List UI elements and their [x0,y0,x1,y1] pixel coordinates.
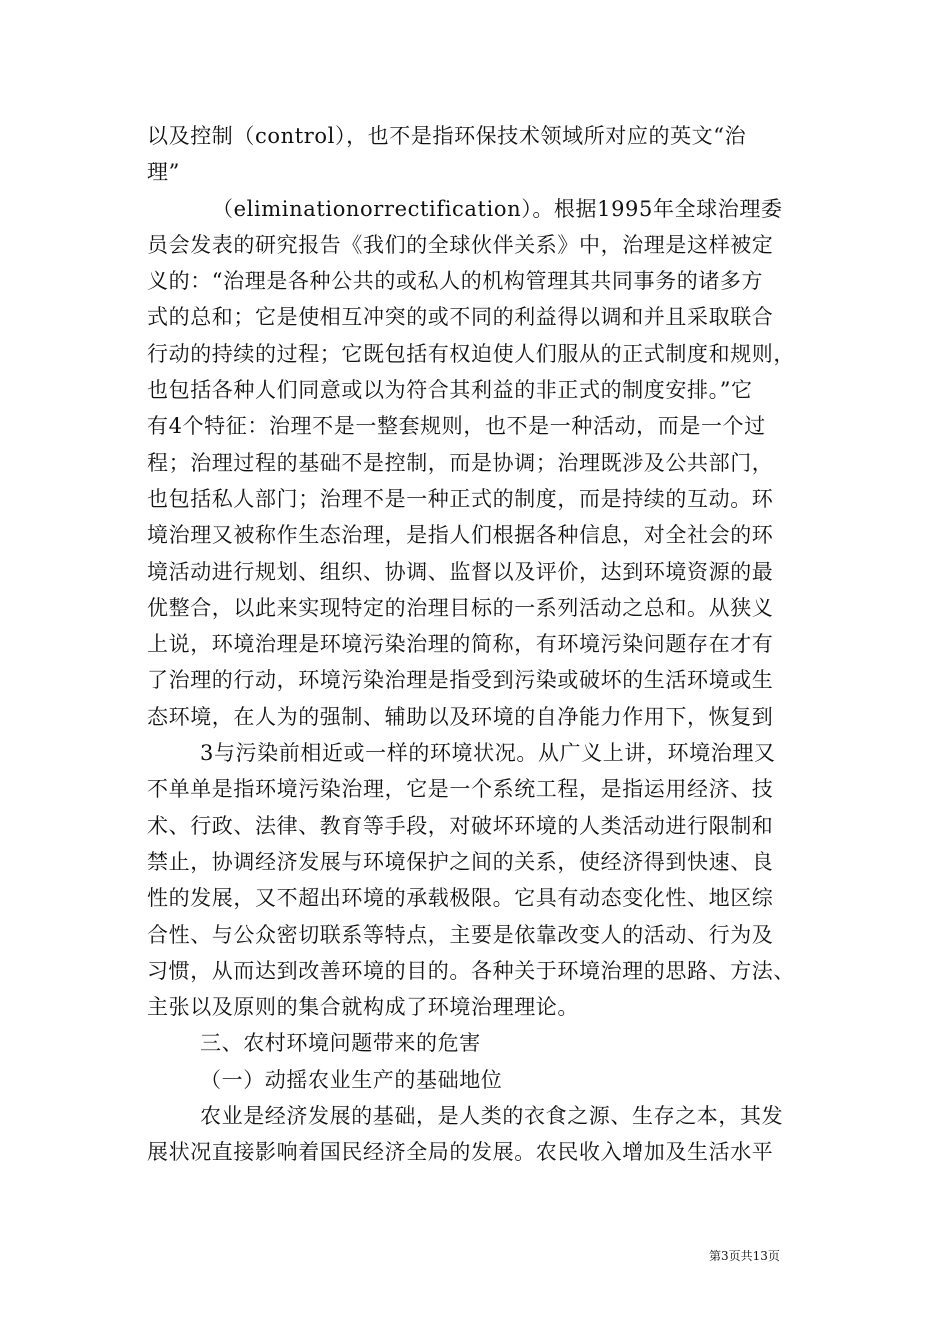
body-text [147,118,817,1171]
text-line: 行动的持续的过程；它既包括有权迫使人们服从的正式制度和规则， [147,341,795,366]
text-line: 员会发表的研究报告《我们的全球伙伴关系》中，治理是这样被定 [147,232,774,257]
text-line: 境治理又被称作生态治理，是指人们根据各种信息，对全社会的环 [147,523,774,548]
page-number-footer: 第3页共13页 [709,1249,780,1263]
text-line: 境活动进行规划、组织、协调、监督以及评价，达到环境资源的最 [147,559,774,584]
text-line: 性的发展，又不超出环境的承载极限。它具有动态变化性、地区综 [147,886,774,911]
text-line: （eliminationorrectification）。根据1995年全球治理委 [212,196,783,221]
text-line: 农业是经济发展的基础，是人类的衣食之源、生存之本，其发 [200,1104,784,1129]
text-line: 义的：“治理是各种公共的或私人的机构管理其共同事务的诸多方 [147,269,764,294]
text-line: 理” [147,160,180,185]
text-line: 也包括私人部门；治理不是一种正式的制度，而是持续的互动。环 [147,486,774,511]
text-line: 术、行政、法律、教育等手段，对破坏环境的人类活动进行限制和 [147,813,774,838]
text-line: 不单单是指环境污染治理，它是一个系统工程，是指运用经济、技 [147,777,774,802]
section-heading: 三、农村环境问题带来的危害 [200,1031,481,1056]
text-line: 式的总和；它是使相互冲突的或不同的利益得以调和并且采取联合 [147,305,774,330]
text-line: 也包括各种人们同意或以为符合其利益的非正式的制度安排。”它 [147,378,753,403]
text-line: 了治理的行动，环境污染治理是指受到污染或破坏的生活环境或生 [147,668,774,693]
text-line: 上说，环境治理是环境污染治理的简称，有环境污染问题存在才有 [147,632,774,657]
text-line: 禁止，协调经济发展与环境保护之间的关系，使经济得到快速、良 [147,849,774,874]
text-line: 3与污染前相近或一样的环境状况。从广义上讲，环境治理又 [200,741,776,766]
text-line: 合性、与公众密切联系等特点，主要是依靠改变人的活动、行为及 [147,922,774,947]
text-line: 习惯，从而达到改善环境的目的。各种关于环境治理的思路、方法、 [147,958,795,983]
text-line: 主张以及原则的集合就构成了环境治理理论。 [147,995,579,1020]
subsection-heading: （一）动摇农业生产的基础地位 [200,1067,503,1092]
text-line: 态环境，在人为的强制、辅助以及环境的自净能力作用下，恢复到 [147,704,774,729]
text-line: 展状况直接影响着国民经济全局的发展。农民收入增加及生活水平 [147,1140,774,1165]
text-line: 优整合，以此来实现特定的治理目标的一系列活动之总和。从狭义 [147,595,774,620]
text-line: 以及控制（control），也不是指环保技术领域所对应的英文“治 [147,124,747,148]
text-line: 程；治理过程的基础不是控制，而是协调；治理既涉及公共部门， [147,450,774,475]
text-line: 有4个特征：治理不是一整套规则，也不是一种活动，而是一个过 [147,414,766,439]
